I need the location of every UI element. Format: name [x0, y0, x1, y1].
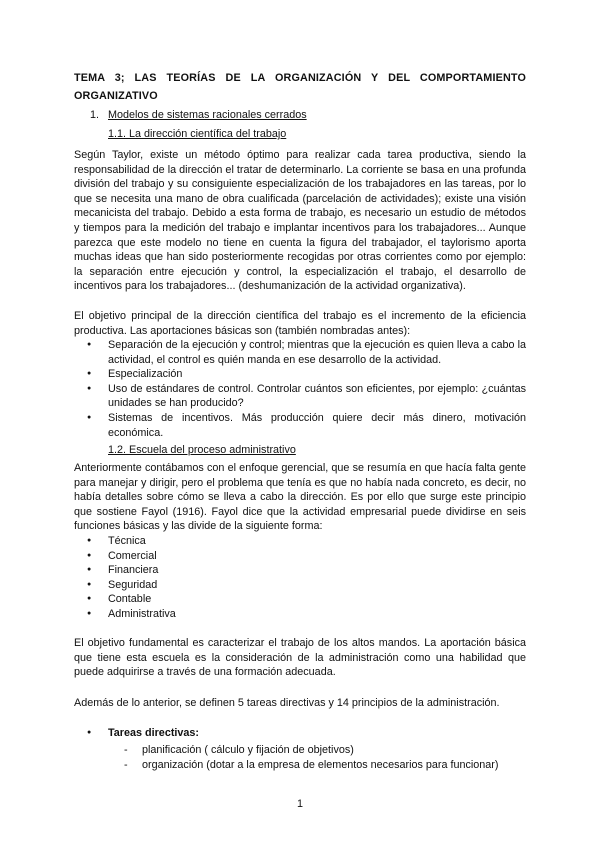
aportaciones-list [86, 338, 526, 440]
list-item: ● Administrativa [86, 607, 526, 622]
subsection-label: 1.1. La dirección científica del trabajo [108, 128, 287, 140]
paragraph-tareas-principios: Además de lo anterior, se definen 5 tareas directivas y 14 principios de la administración. [74, 697, 500, 709]
list-item: ● Uso de estándares de control. Controlar cuántos son eficientes, por ejemplo: ¿cuántas unidades se han producido? [86, 382, 526, 411]
list-item: ● Financiera [86, 563, 526, 578]
tareas-heading-list [86, 726, 526, 741]
tareas-heading: ● Tareas directivas: [86, 726, 526, 741]
list-item: ● Especialización [86, 367, 526, 382]
list-item: ● Técnica [86, 534, 526, 549]
section-number: 1. [90, 109, 100, 121]
list-item: ● Contable [86, 592, 526, 607]
list-item: - organización (dotar a la empresa de elementos necesarios para funcionar) [120, 758, 526, 773]
tareas-list [120, 743, 526, 772]
subsection-heading-1-1 [108, 127, 286, 141]
page-number: 1 [296, 798, 303, 810]
list-item: ● Separación de la ejecución y control; mientras que la ejecución es quien lleva a cabo la actividad, el control es quién manda en ese desarrollo de la actividad. [86, 338, 526, 367]
section-heading-1 [90, 108, 307, 122]
paragraph-altos-mandos: El objetivo fundamental es caracterizar el trabajo de los altos mandos. La aportación básica que tiene esta escuela es la consideración de la administración como una habilidad que puede adquirirse a través de una formación adecuada. [74, 637, 526, 679]
subsection-heading-1-2 [108, 443, 296, 457]
section-label: Modelos de sistemas racionales cerrados [108, 109, 307, 121]
list-item: ● Comercial [86, 549, 526, 564]
document-title: TEMA 3; LAS TEORÍAS DE LA ORGANIZACIÓN Y DEL COMPORTAMIENTO ORGANIZATIVO [74, 72, 526, 102]
paragraph-fayol: Anteriormente contábamos con el enfoque gerencial, que se resumía en que hacía falta gente para manejar y dirigir, pero el problema que tenía es que no había nada concreto, es decir, no había detalles sobre cómo se lleva a cabo la dirección. Es por ello que surge este principio que sostiene Fayol (1916). Fayol dice que la actividad empresarial puede dividirse en seis funciones básicas y las divide de la siguiente forma: [74, 462, 526, 533]
subsection-label: 1.2. Escuela del proceso administrativo [108, 444, 296, 456]
list-item: ● Seguridad [86, 578, 526, 593]
paragraph-taylor: Según Taylor, existe un método óptimo para realizar cada tarea productiva, siendo la responsabilidad de la dirección el tratar de determinarlo. La corriente se basa en una profunda división del trabajo y su consiguiente especialización de los trabajadores en las tareas, por lo que se necesita una mano de obra cualificada (parcelación de actividades); existe una visión mecanicista del trabajo. Debido a esta forma de trabajo, es necesario un estudio de métodos y tiempos para la medición del trabajo e implantar incentivos para los trabajadores... Aunque parezca que este modelo no tiene en cuenta la figura del trabajador, el taylorismo aporta muchas ideas que han sido posteriormente recogidas por otras corrientes como por ejemplo: la separación entre ejecución y control, la especialización el trabajo, el desarrollo de incentivos para los trabajadores... (deshumanización de la actividad organizativa). [74, 149, 526, 293]
funciones-list [86, 534, 526, 622]
list-item: ● Sistemas de incentivos. Más producción quiere decir más dinero, motivación económica. [86, 411, 526, 440]
list-item: - planificación ( cálculo y fijación de objetivos) [120, 743, 526, 758]
paragraph-objetivo: El objetivo principal de la dirección científica del trabajo es el incremento de la eficiencia productiva. Las aportaciones básicas son (también nombradas antes): [74, 310, 526, 337]
